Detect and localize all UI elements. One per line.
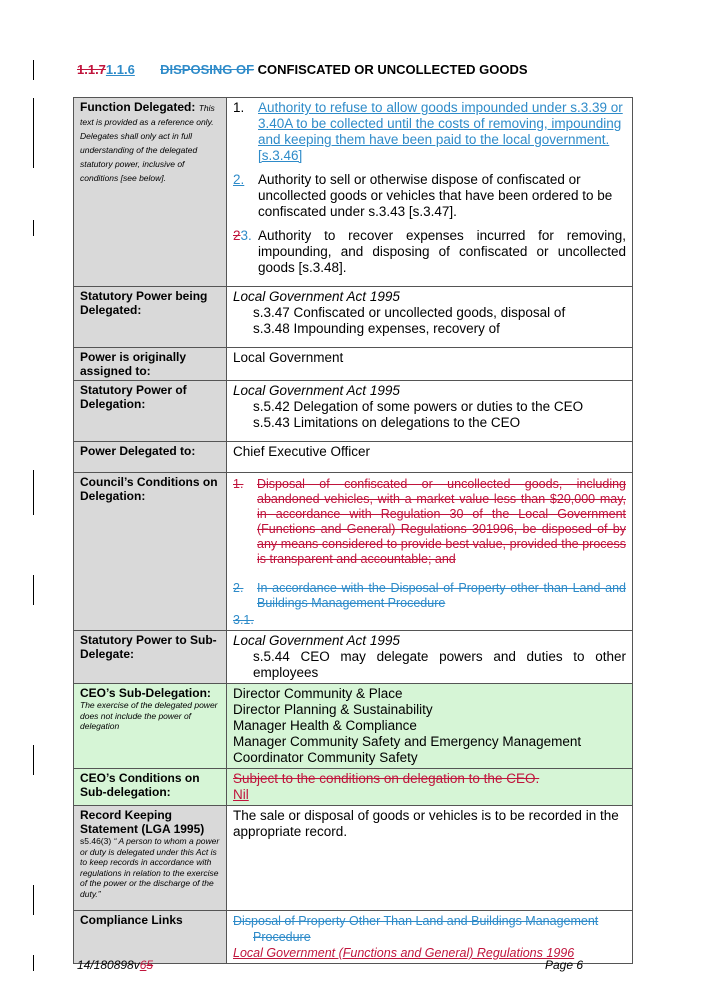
- row-sub-delegate-power: [74, 631, 633, 684]
- ceo-conditions-deleted: Subject to the conditions on delegation to the CEO.: [233, 771, 540, 786]
- change-bar: [33, 470, 34, 515]
- heading-deleted-part: DISPOSING OF: [160, 62, 255, 77]
- function-list: [233, 100, 626, 276]
- sub-delegate-position: Coordinator Community Safety: [233, 750, 418, 765]
- change-bar: [33, 575, 34, 605]
- item-text: Authority to refuse to allow goods impounded under s.3.39 or 3.40A to be collected until the costs of removing, impounding and keeping them have been paid to the local government. [s.3.46]: [258, 100, 623, 163]
- label-power-of-delegation: Statutory Power of Delegation:: [74, 381, 227, 442]
- change-bar: [33, 60, 34, 80]
- sub-delegate-position: Manager Health & Compliance: [233, 718, 417, 733]
- condition-text-deleted: Disposal of confiscated or uncollected goods, including abandoned vehicles, with a market value less than $20,000 may, in accordance with Regulation 30 of the Local Government (Functions and General) Regulations 301996, be disposed of by any means considered to provide best value, provided the process is transparent and accountable; and: [257, 477, 626, 566]
- row-ceo-sub-delegation: [74, 684, 633, 769]
- row-power-of-delegation: [74, 381, 633, 442]
- sub-delegation-note: The exercise of the delegated power does not include the power of delegation: [80, 700, 218, 731]
- label-sub-delegate-power: Statutory Power to Sub-Delegate:: [74, 631, 227, 684]
- item-number: 2.: [233, 172, 245, 187]
- item-text: Authority to sell or otherwise dispose of confiscated or uncollected goods or vehicles that have been ordered to be confiscated under s.3.43 [s.3.47].: [258, 172, 613, 219]
- condition-item: [233, 477, 626, 567]
- condition-number-3: 3.1.: [233, 613, 254, 627]
- change-bar: [33, 745, 34, 775]
- list-item: [233, 172, 626, 220]
- compliance-link-deleted[interactable]: Disposal of Property Other Than Land and Buildings Management Procedure: [233, 914, 599, 944]
- sub-delegate-position: Manager Community Safety and Emergency Management: [233, 734, 582, 749]
- label-originally-assigned: Power is originally assigned to:: [74, 348, 227, 381]
- label-statutory-power: Statutory Power being Delegated:: [74, 287, 227, 348]
- act-name: Local Government Act 1995: [233, 383, 400, 398]
- label-function-delegated: Function Delegated:: [80, 100, 196, 114]
- section-line: s.3.47 Confiscated or uncollected goods, disposal of: [253, 305, 566, 320]
- doc-version-deleted: 5: [146, 958, 154, 972]
- change-bar: [33, 955, 34, 971]
- label-ceo-sub-delegation: CEO’s Sub-Delegation:: [80, 686, 211, 700]
- item-number: 3.: [240, 228, 252, 243]
- row-record-keeping: [74, 806, 633, 911]
- row-function-delegated: [74, 98, 633, 287]
- label-compliance-links: Compliance Links: [74, 911, 227, 964]
- list-item: [233, 228, 626, 276]
- condition-number: 2.: [233, 581, 244, 595]
- doc-ref: 14/180898v: [77, 958, 140, 972]
- section-line: s.3.48 Impounding expenses, recovery of: [253, 321, 500, 336]
- change-bar: [33, 220, 34, 236]
- section-line: s.5.43 Limitations on delegations to the CEO: [253, 415, 521, 430]
- row-ceo-conditions: [74, 769, 633, 806]
- row-compliance-links: [74, 911, 633, 964]
- section-line: s.5.42 Delegation of some powers or duties to the CEO: [253, 399, 584, 414]
- list-item: [233, 100, 626, 164]
- sub-delegate-position: Director Community & Place: [233, 686, 403, 701]
- sub-delegate-position: Director Planning & Sustainability: [233, 702, 433, 717]
- record-note: “ A person to whom a power or duty is delegated under this Act is to keep records in accordance with regulations in relation to the exercise of the power or the discharge of the duty.”: [80, 836, 220, 899]
- heading-number-deleted: 1.1.7: [77, 62, 106, 77]
- item-number: 1.: [233, 100, 245, 115]
- compliance-link[interactable]: Local Government (Functions and General) Regulations 1996: [233, 946, 575, 960]
- act-name: Local Government Act 1995: [233, 633, 400, 648]
- record-note-ref: s5.46(3): [80, 836, 112, 846]
- label-ceo-conditions: CEO’s Conditions on Sub-delegation:: [74, 769, 227, 806]
- label-record-keeping: Record Keeping Statement (LGA 1995): [80, 808, 205, 836]
- row-delegated-to: [74, 442, 633, 473]
- row-council-conditions: [74, 473, 633, 631]
- delegation-table: [73, 97, 633, 964]
- document-reference: [77, 958, 153, 972]
- condition-text-deleted: In accordance with the Disposal of Property other than Land and Buildings Management Procedure: [257, 581, 626, 610]
- heading-text: CONFISCATED OR UNCOLLECTED GOODS: [257, 62, 528, 77]
- value-originally-assigned: Local Government: [227, 348, 633, 381]
- section-line: s.5.44 CEO may delegate powers and duties to other employees: [253, 649, 626, 680]
- doc-version: 6: [139, 958, 147, 972]
- change-bar: [33, 98, 34, 168]
- condition-number: 1.: [233, 477, 244, 491]
- function-note: This text is provided as a reference only. Delegates shall only act in full understanding of the delegated statutory power, inclusive of conditions [see below].: [80, 103, 215, 183]
- row-statutory-power: [74, 287, 633, 348]
- page-number: Page 6: [545, 958, 584, 972]
- label-delegated-to: Power Delegated to:: [74, 442, 227, 473]
- value-delegated-to: Chief Executive Officer: [227, 442, 633, 473]
- row-originally-assigned: [74, 348, 633, 381]
- heading-number: 1.1.6: [105, 62, 135, 77]
- label-council-conditions: Council’s Conditions on Delegation:: [74, 473, 227, 631]
- condition-item: [233, 581, 626, 611]
- item-text: Authority to recover expenses incurred for removing, impounding, and disposing of confiscated or uncollected goods [s.3.48].: [258, 228, 626, 275]
- item-number-deleted: 2: [233, 228, 241, 243]
- section-heading: [77, 62, 528, 77]
- value-record-keeping: The sale or disposal of goods or vehicles is to be recorded in the appropriate record.: [227, 806, 633, 911]
- act-name: Local Government Act 1995: [233, 289, 400, 304]
- change-bar: [33, 885, 34, 915]
- ceo-conditions-value: Nil: [233, 787, 249, 802]
